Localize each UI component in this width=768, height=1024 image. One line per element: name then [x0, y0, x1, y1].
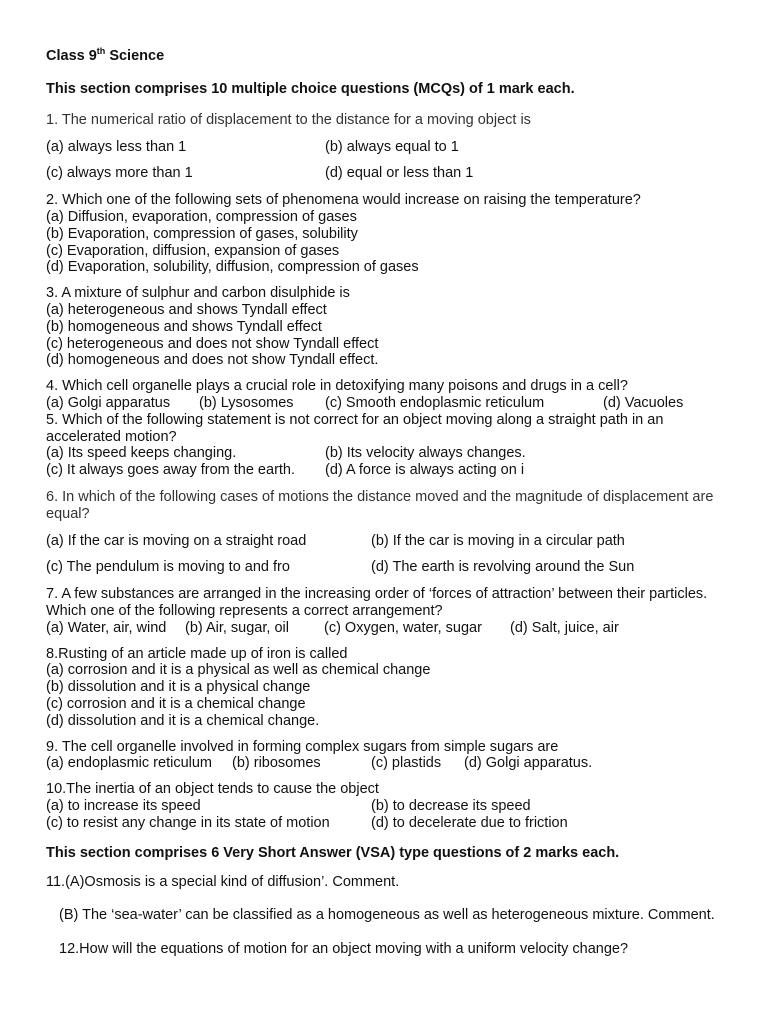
- option-a: (a) corrosion and it is a physical as well as chemical change: [46, 662, 431, 679]
- option-b: (b) ribosomes: [232, 755, 321, 772]
- option-d: (d) Vacuoles: [603, 394, 684, 411]
- question-3: [46, 285, 726, 369]
- option-c: (c) The pendulum is moving to and fro: [46, 559, 290, 576]
- question-stem: 1. The numerical ratio of displacement to the distance for a moving object is: [46, 111, 531, 128]
- option-a: (a) Diffusion, evaporation, compression of gases: [46, 209, 357, 226]
- option-a: (a) endoplasmic reticulum: [46, 755, 213, 772]
- question-stem: 5. Which of the following statement is not correct for an object moving along a straight path in an accelerated motion?: [46, 411, 664, 445]
- option-b: (b) Air, sugar, oil: [185, 619, 289, 636]
- option-c: (c) It always goes away from the earth.: [46, 462, 296, 479]
- section-a-heading: This section comprises 10 multiple choice questions (MCQs) of 1 mark each.: [46, 80, 575, 97]
- option-b: (b) always equal to 1: [325, 138, 459, 155]
- option-a: (a) Water, air, wind: [46, 619, 167, 636]
- question-1: [46, 112, 726, 182]
- option-b: (b) homogeneous and shows Tyndall effect: [46, 318, 322, 335]
- option-c: (c) to resist any change in its state of motion: [46, 814, 330, 831]
- question-stem: 8.Rusting of an article made up of iron is called: [46, 645, 348, 662]
- option-a: (a) to increase its speed: [46, 797, 201, 814]
- question-paper: [46, 42, 726, 967]
- option-c: (c) always more than 1: [46, 165, 193, 182]
- option-b: (b) If the car is moving in a circular path: [371, 532, 625, 549]
- option-d: (d) The earth is revolving around the Sun: [371, 559, 635, 576]
- option-c: (c) Oxygen, water, sugar: [324, 619, 482, 636]
- question-11b: (B) The ‘sea-water’ can be classified as a homogeneous as well as heterogeneous mixture. Comment.: [59, 907, 715, 924]
- option-b: (b) to decrease its speed: [371, 797, 531, 814]
- question-6: [46, 489, 726, 576]
- page-title: Class 9th Science: [46, 46, 165, 64]
- option-d: (d) Golgi apparatus.: [464, 755, 593, 772]
- question-8: [46, 646, 726, 730]
- question-stem: 4. Which cell organelle plays a crucial role in detoxifying many poisons and drugs in a cell?: [46, 378, 628, 395]
- question-stem: 2. Which one of the following sets of phenomena would increase on raising the temperature?: [46, 192, 641, 209]
- option-a: (a) If the car is moving on a straight road: [46, 532, 307, 549]
- question-stem: 10.The inertia of an object tends to cause the object: [46, 781, 379, 798]
- option-d: (d) homogeneous and does not show Tyndall effect.: [46, 352, 379, 369]
- option-c: (c) Smooth endoplasmic reticulum: [325, 394, 545, 411]
- option-d: (d) Salt, juice, air: [510, 619, 619, 636]
- question-12: 12.How will the equations of motion for an object moving with a uniform velocity change?: [59, 941, 629, 958]
- option-b: (b) Its velocity always changes.: [325, 445, 526, 462]
- option-d: (d) Evaporation, solubility, diffusion, compression of gases: [46, 259, 419, 276]
- option-d: (d) dissolution and it is a chemical change.: [46, 712, 320, 729]
- option-b: (b) Lysosomes: [199, 394, 294, 411]
- option-b: (b) Evaporation, compression of gases, solubility: [46, 225, 358, 242]
- question-2: [46, 192, 726, 276]
- option-c: (c) plastids: [371, 755, 442, 772]
- question-5: [46, 412, 726, 479]
- option-a: (a) Golgi apparatus: [46, 394, 171, 411]
- question-7: [46, 586, 726, 636]
- option-c: (c) heterogeneous and does not show Tyndall effect: [46, 335, 379, 352]
- option-a: (a) heterogeneous and shows Tyndall effect: [46, 302, 327, 318]
- option-a: (a) always less than 1: [46, 138, 187, 155]
- question-stem: 9. The cell organelle involved in forming complex sugars from simple sugars are: [46, 738, 559, 755]
- option-c: (c) Evaporation, diffusion, expansion of gases: [46, 242, 340, 259]
- option-c: (c) corrosion and it is a chemical change: [46, 695, 306, 712]
- option-d: (d) to decelerate due to friction: [371, 814, 568, 831]
- question-stem: 6. In which of the following cases of motions the distance moved and the magnitude of displacement are equal?: [46, 488, 714, 522]
- question-4: [46, 378, 726, 412]
- option-b: (b) dissolution and it is a physical change: [46, 679, 311, 696]
- option-a: (a) Its speed keeps changing.: [46, 445, 237, 462]
- question-10: [46, 781, 726, 831]
- question-stem: 3. A mixture of sulphur and carbon disulphide is: [46, 285, 350, 302]
- question-9: [46, 739, 726, 773]
- option-d: (d) equal or less than 1: [325, 165, 474, 182]
- question-stem: 7. A few substances are arranged in the increasing order of ‘forces of attraction’ between their particles. Which one of the following represents a correct arrangement?: [46, 586, 708, 619]
- option-d: (d) A force is always acting on i: [325, 462, 525, 479]
- question-11: [46, 874, 726, 958]
- section-b-heading: This section comprises 6 Very Short Answer (VSA) type questions of 2 marks each.: [46, 844, 620, 861]
- question-11a: 11.(A)Osmosis is a special kind of diffusion’. Comment.: [46, 873, 400, 890]
